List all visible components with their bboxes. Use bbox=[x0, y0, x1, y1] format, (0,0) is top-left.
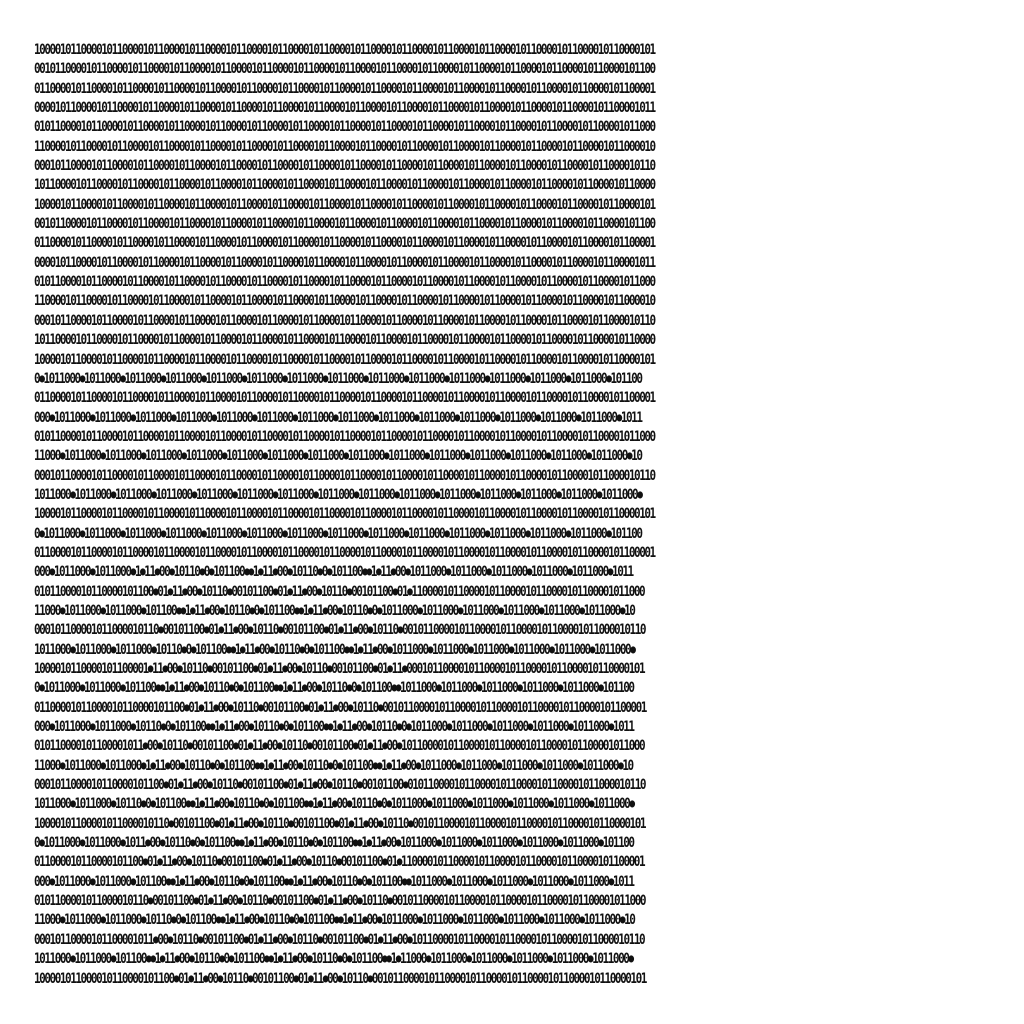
binary-line bbox=[34, 756, 984, 775]
binary-line-text: 100001011000010110000101100●01●11●00●10110●00101100●01●11●00●10110●00101100001011000010110000101100001011000010110000101 bbox=[34, 969, 646, 987]
binary-line-text: 0●1011000●1011000●1011●00●10110●0●101100●●1●11●00●10110●0●101100●●1●11●00●1011000●1011000●1011000●1011000●1011000●101100 bbox=[34, 834, 634, 851]
binary-line-text: 000101100001011000010110000101100001011000010110000101100001011000010110000101100001011000010110000101100001011000010110 bbox=[34, 157, 655, 174]
binary-line bbox=[34, 156, 984, 175]
binary-line-text: 010110000101100001011000010110000101100001011000010110000101100001011000010110000101100001011000010110000101100001011000 bbox=[34, 273, 655, 290]
binary-line-text: 1011000●1011000●1011000●1011000●1011000●1011000●1011000●1011000●1011000●1011000●1011000●1011000●1011000●1011000●1011000● bbox=[34, 486, 642, 503]
binary-line-text: 011000010110000101100001011000010110000101100001011000010110000101100001011000010110000101100001011000010110000101100001 bbox=[34, 80, 655, 97]
binary-line-text: 0●1011000●1011000●101100●●1●11●00●10110●0●101100●●1●11●00●10110●0●101100●●1011000●1011000●1011000●1011000●1011000●101100 bbox=[34, 679, 634, 696]
binary-line-text: 000101100001011000010110000101100001011000010110000101100001011000010110000101100001011000010110000101100001011000010110 bbox=[34, 312, 655, 329]
binary-line-text: 000010110000101100001011000010110000101100001011000010110000101100001011000010110000101100001011000010110000101100001011 bbox=[34, 254, 655, 271]
binary-line bbox=[34, 485, 984, 504]
binary-text-block bbox=[34, 40, 984, 988]
binary-line-text: 11000●1011000●1011000●101100●●1●11●00●10110●0●101100●●1●11●00●10110●0●1011000●1011000●1011000●1011000●1011000●1011000●10 bbox=[34, 602, 635, 619]
binary-line bbox=[34, 350, 984, 369]
binary-line bbox=[34, 833, 984, 852]
binary-line bbox=[34, 524, 984, 543]
binary-line-text: 010110000101100001011000010110000101100001011000010110000101100001011000010110000101100001011000010110000101100001011000 bbox=[34, 428, 655, 445]
binary-line bbox=[34, 601, 984, 620]
binary-line-text: 00010110000101100001011●00●10110●00101100●01●11●00●10110●00101100●01●11●00●101100001011000010110000101100001011000010110 bbox=[34, 931, 645, 948]
binary-line-text: 110000101100001011000010110000101100001011000010110000101100001011000010110000101100001011000010110000101100001011000010 bbox=[34, 292, 655, 310]
binary-line bbox=[34, 408, 984, 427]
binary-line bbox=[34, 775, 984, 794]
binary-line bbox=[34, 562, 984, 581]
binary-line bbox=[34, 214, 984, 233]
binary-line-text: 0●1011000●1011000●1011000●1011000●1011000●1011000●1011000●1011000●1011000●1011000●1011000●1011000●1011000●1011000●101100 bbox=[34, 524, 642, 542]
binary-line-text: 010110000101100001011000010110000101100001011000010110000101100001011000010110000101100001011000010110000101100001011000 bbox=[34, 118, 655, 135]
binary-line-text: 001011000010110000101100001011000010110000101100001011000010110000101100001011000010110000101100001011000010110000101100 bbox=[34, 60, 655, 77]
binary-line-text: 100001011000010110000101100001011000010110000101100001011000010110000101100001011000010110000101100001011000010110000101 bbox=[34, 41, 655, 58]
binary-line bbox=[34, 388, 984, 407]
binary-line-text: 101100001011000010110000101100001011000010110000101100001011000010110000101100001011000010110000101100001011000010110000 bbox=[34, 176, 655, 193]
binary-line-text: 100001011000010110000101100001011000010110000101100001011000010110000101100001011000010110000101100001011000010110000101 bbox=[34, 196, 655, 213]
binary-line bbox=[34, 891, 984, 910]
binary-line bbox=[34, 40, 984, 59]
binary-line bbox=[34, 466, 984, 485]
binary-line-text: 000●1011000●1011000●10110●0●101100●●1●11●00●10110●0●101100●●1●11●00●10110●0●1011000●1011000●1011000●1011000●1011000●1011 bbox=[34, 718, 634, 735]
binary-line bbox=[34, 291, 984, 310]
binary-line bbox=[34, 717, 984, 736]
binary-line-text: 0001011000010110000101100●01●11●00●10110●00101100●01●11●00●10110●00101100●0101100001011000010110000101100001011000010110 bbox=[34, 776, 646, 793]
binary-line-text: 001011000010110000101100001011000010110000101100001011000010110000101100001011000010110000101100001011000010110000101100 bbox=[34, 215, 655, 232]
binary-line-text: 11000●1011000●1011000●10110●0●101100●●1●11●00●10110●0●101100●●1●11●00●1011000●1011000●1011000●1011000●1011000●1011000●10 bbox=[34, 911, 635, 928]
binary-line-text: 011000010110000101100001011000010110000101100001011000010110000101100001011000010110000101100001011000010110000101100001 bbox=[34, 544, 655, 561]
binary-line-text: 101100001011000010110000101100001011000010110000101100001011000010110000101100001011000010110000101100001011000010110000 bbox=[34, 331, 655, 348]
binary-line-text: 01100001011000010110000101100●01●11●00●10110●00101100●01●11●00●10110●001011000010110000101100001011000010110000101100001 bbox=[34, 698, 646, 716]
binary-line-text: 011000010110000101100●01●11●00●10110●00101100●01●11●00●10110●00101100●01●11000010110000101100001011000010110000101100001 bbox=[34, 853, 645, 870]
binary-line bbox=[34, 543, 984, 562]
binary-line bbox=[34, 930, 984, 949]
binary-line bbox=[34, 678, 984, 697]
binary-line-text: 1011000●1011000●1011000●10110●0●101100●●1●11●00●10110●0●101100●●1●11●00●1011000●1011000●1011000●1011000●1011000●1011000● bbox=[34, 640, 635, 658]
binary-line-text: 010110000101100001011●00●10110●00101100●01●11●00●10110●00101100●01●11●00●10110000101100001011000010110000101100001011000 bbox=[34, 737, 645, 754]
binary-line bbox=[34, 195, 984, 214]
binary-line bbox=[34, 446, 984, 465]
binary-line-text: 100001011000010110000101100001011000010110000101100001011000010110000101100001011000010110000101100001011000010110000101 bbox=[34, 505, 655, 522]
binary-line-text: 1011000●1011000●10110●0●101100●●1●11●00●10110●0●101100●●1●11●00●10110●0●1011000●1011000●1011000●1011000●1011000●1011000● bbox=[34, 795, 634, 812]
binary-line-text: 011000010110000101100001011000010110000101100001011000010110000101100001011000010110000101100001011000010110000101100001 bbox=[34, 389, 655, 406]
binary-line-text: 011000010110000101100001011000010110000101100001011000010110000101100001011000010110000101100001011000010110000101100001 bbox=[34, 234, 655, 252]
binary-line-text: 1000010110000101100001●11●00●10110●00101100●01●11●00●10110●00101100●01●11●0001011000010110000101100001011000010110000101 bbox=[34, 660, 645, 677]
binary-line-text: 11000●1011000●1011000●1●11●00●10110●0●101100●●1●11●00●10110●0●101100●●1●11●00●1011000●1011000●1011000●1011000●1011000●10 bbox=[34, 756, 633, 774]
binary-line-text: 100001011000010110000101100001011000010110000101100001011000010110000101100001011000010110000101100001011000010110000101 bbox=[34, 350, 655, 368]
binary-line bbox=[34, 872, 984, 891]
binary-line bbox=[34, 59, 984, 78]
binary-line bbox=[34, 79, 984, 98]
binary-line bbox=[34, 582, 984, 601]
binary-line-text: 000●1011000●1011000●101100●●1●11●00●10110●0●101100●●1●11●00●10110●0●101100●●1011000●1011000●1011000●1011000●1011000●1011 bbox=[34, 873, 634, 890]
binary-line-text: 000101100001011000010110●00101100●01●11●00●10110●00101100●01●11●00●10110●00101100001011000010110000101100001011000010110 bbox=[34, 621, 646, 638]
binary-line bbox=[34, 311, 984, 330]
binary-line-text: 0101100001011000010110●00101100●01●11●00●10110●00101100●01●11●00●10110●0010110000101100001011000010110000101100001011000 bbox=[34, 892, 646, 909]
binary-line bbox=[34, 736, 984, 755]
binary-line-text: 11000●1011000●1011000●1011000●1011000●1011000●1011000●1011000●1011000●1011000●1011000●1011000●1011000●1011000●1011000●10 bbox=[34, 447, 642, 464]
binary-line bbox=[34, 949, 984, 968]
binary-line bbox=[34, 427, 984, 446]
binary-line bbox=[34, 504, 984, 523]
binary-line bbox=[34, 794, 984, 813]
binary-line-text: 0●1011000●1011000●1011000●1011000●1011000●1011000●1011000●1011000●1011000●1011000●1011000●1011000●1011000●1011000●101100 bbox=[34, 370, 642, 387]
binary-line bbox=[34, 640, 984, 659]
binary-line bbox=[34, 330, 984, 349]
binary-line bbox=[34, 910, 984, 929]
binary-line-text: 000●1011000●1011000●1011000●1011000●1011000●1011000●1011000●1011000●1011000●1011000●1011000●1011000●1011000●1011000●1011 bbox=[34, 408, 642, 426]
binary-line bbox=[34, 659, 984, 678]
binary-line bbox=[34, 272, 984, 291]
binary-line-text: 10000101100001011000010110●00101100●01●11●00●10110●00101100●01●11●00●10110●001011000010110000101100001011000010110000101 bbox=[34, 815, 646, 832]
binary-line bbox=[34, 969, 984, 988]
binary-line bbox=[34, 852, 984, 871]
binary-line bbox=[34, 620, 984, 639]
binary-line-text: 000101100001011000010110000101100001011000010110000101100001011000010110000101100001011000010110000101100001011000010110 bbox=[34, 466, 655, 484]
binary-line bbox=[34, 814, 984, 833]
binary-line-text: 000●1011000●1011000●1●11●00●10110●0●101100●●1●11●00●10110●0●101100●●1●11●00●1011000●1011000●1011000●1011000●1011000●1011 bbox=[34, 563, 633, 580]
binary-line bbox=[34, 117, 984, 136]
binary-line-text: 01011000010110000101100●01●11●00●10110●00101100●01●11●00●10110●00101100●01●110000101100001011000010110000101100001011000 bbox=[34, 582, 645, 600]
binary-line-text: 000010110000101100001011000010110000101100001011000010110000101100001011000010110000101100001011000010110000101100001011 bbox=[34, 99, 655, 116]
binary-line bbox=[34, 98, 984, 117]
binary-line-text: 1011000●1011000●101100●●1●11●00●10110●0●101100●●1●11●00●10110●0●101100●●1●11000●1011000●1011000●1011000●1011000●1011000● bbox=[34, 950, 633, 967]
binary-line bbox=[34, 233, 984, 252]
binary-line bbox=[34, 369, 984, 388]
binary-line bbox=[34, 137, 984, 156]
binary-line bbox=[34, 175, 984, 194]
binary-line-text: 110000101100001011000010110000101100001011000010110000101100001011000010110000101100001011000010110000101100001011000010 bbox=[34, 138, 655, 155]
binary-line bbox=[34, 253, 984, 272]
binary-line bbox=[34, 698, 984, 717]
